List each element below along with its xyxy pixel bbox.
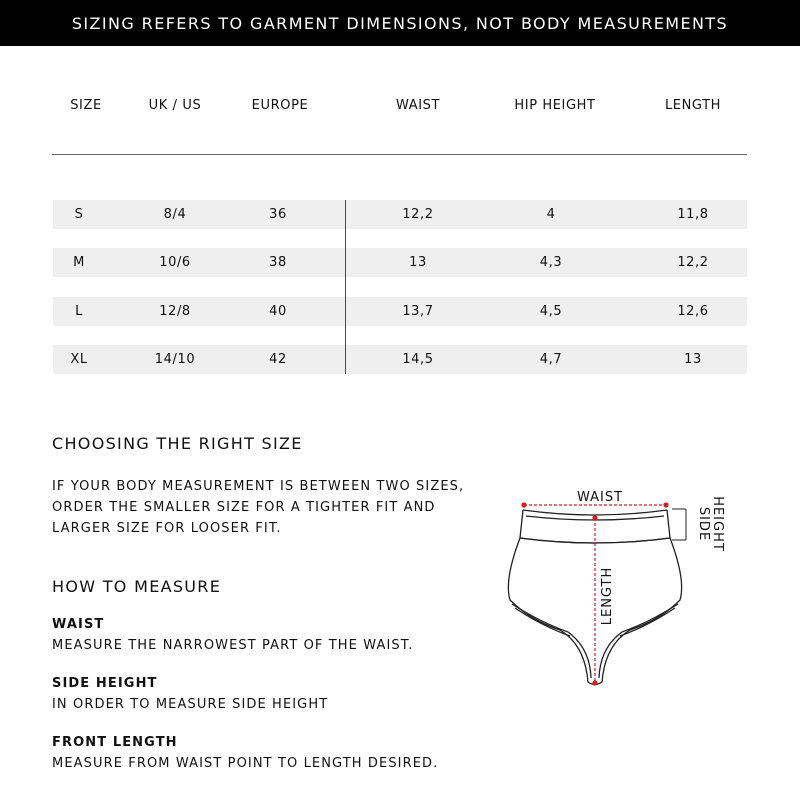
header-divider bbox=[52, 154, 747, 155]
header-uk-us: UK / US bbox=[148, 98, 202, 113]
briefs-illustration bbox=[490, 480, 730, 695]
diagram-side-label: SIDE bbox=[696, 506, 711, 542]
choosing-text bbox=[52, 476, 472, 539]
diagram-length-label: LENGTH bbox=[600, 566, 615, 626]
cell-size: S bbox=[74, 207, 84, 222]
table-row bbox=[53, 345, 747, 374]
waist-left-marker bbox=[521, 502, 526, 507]
cell-hip-height: 4 bbox=[546, 207, 556, 222]
cell-uk-us: 10/6 bbox=[159, 255, 191, 270]
table-row bbox=[53, 297, 747, 326]
cell-hip-height: 4,7 bbox=[539, 352, 563, 367]
garment-diagram bbox=[490, 480, 730, 695]
how-to-measure-title: HOW TO MEASURE bbox=[52, 577, 222, 596]
choosing-title: CHOOSING THE RIGHT SIZE bbox=[52, 434, 303, 453]
cell-length: 12,2 bbox=[677, 255, 709, 270]
diagram-height-label: HEIGHT bbox=[710, 496, 725, 552]
header-hip-height: HIP HEIGHT bbox=[514, 98, 596, 113]
cell-hip-height: 4,3 bbox=[539, 255, 563, 270]
header-waist: WAIST bbox=[395, 98, 441, 113]
cell-uk-us: 12/8 bbox=[159, 304, 191, 319]
table-row bbox=[53, 200, 747, 229]
side-height-instruction: IN ORDER TO MEASURE SIDE HEIGHT bbox=[52, 697, 329, 712]
header-length: LENGTH bbox=[664, 98, 722, 113]
cell-length: 11,8 bbox=[677, 207, 709, 222]
cell-size: XL bbox=[70, 352, 88, 367]
table-row bbox=[53, 248, 747, 277]
cell-size: L bbox=[75, 304, 83, 319]
length-bottom-marker bbox=[592, 680, 597, 685]
cell-uk-us: 8/4 bbox=[163, 207, 187, 222]
cell-europe: 40 bbox=[269, 304, 287, 319]
cell-hip-height: 4,5 bbox=[539, 304, 563, 319]
cell-length: 13 bbox=[684, 352, 702, 367]
diagram-waist-label: WAIST bbox=[576, 490, 624, 505]
cell-waist: 13 bbox=[409, 255, 427, 270]
waist-label: WAIST bbox=[52, 617, 105, 632]
header-europe: EUROPE bbox=[251, 98, 309, 113]
sizing-banner: SIZING REFERS TO GARMENT DIMENSIONS, NOT BODY MEASUREMENTS bbox=[0, 0, 800, 46]
cell-waist: 12,2 bbox=[402, 207, 434, 222]
front-length-label: FRONT LENGTH bbox=[52, 735, 178, 750]
length-top-marker bbox=[592, 515, 597, 520]
side-height-label: SIDE HEIGHT bbox=[52, 676, 158, 691]
cell-waist: 14,5 bbox=[402, 352, 434, 367]
cell-europe: 38 bbox=[269, 255, 287, 270]
cell-waist: 13,7 bbox=[402, 304, 434, 319]
choosing-line: IF YOUR BODY MEASUREMENT IS BETWEEN TWO SIZES, bbox=[52, 479, 465, 494]
cell-size: M bbox=[73, 255, 85, 270]
waist-right-marker bbox=[663, 502, 668, 507]
choosing-line: ORDER THE SMALLER SIZE FOR A TIGHTER FIT AND bbox=[52, 500, 436, 515]
cell-europe: 36 bbox=[269, 207, 287, 222]
waist-instruction: MEASURE THE NARROWEST PART OF THE WAIST. bbox=[52, 638, 414, 653]
front-length-instruction: MEASURE FROM WAIST POINT TO LENGTH DESIRED. bbox=[52, 756, 439, 771]
cell-europe: 42 bbox=[269, 352, 287, 367]
column-divider bbox=[345, 200, 346, 374]
cell-uk-us: 14/10 bbox=[154, 352, 196, 367]
choosing-line: LARGER SIZE FOR LOOSER FIT. bbox=[52, 521, 282, 536]
cell-length: 12,6 bbox=[677, 304, 709, 319]
header-size: SIZE bbox=[70, 98, 102, 113]
